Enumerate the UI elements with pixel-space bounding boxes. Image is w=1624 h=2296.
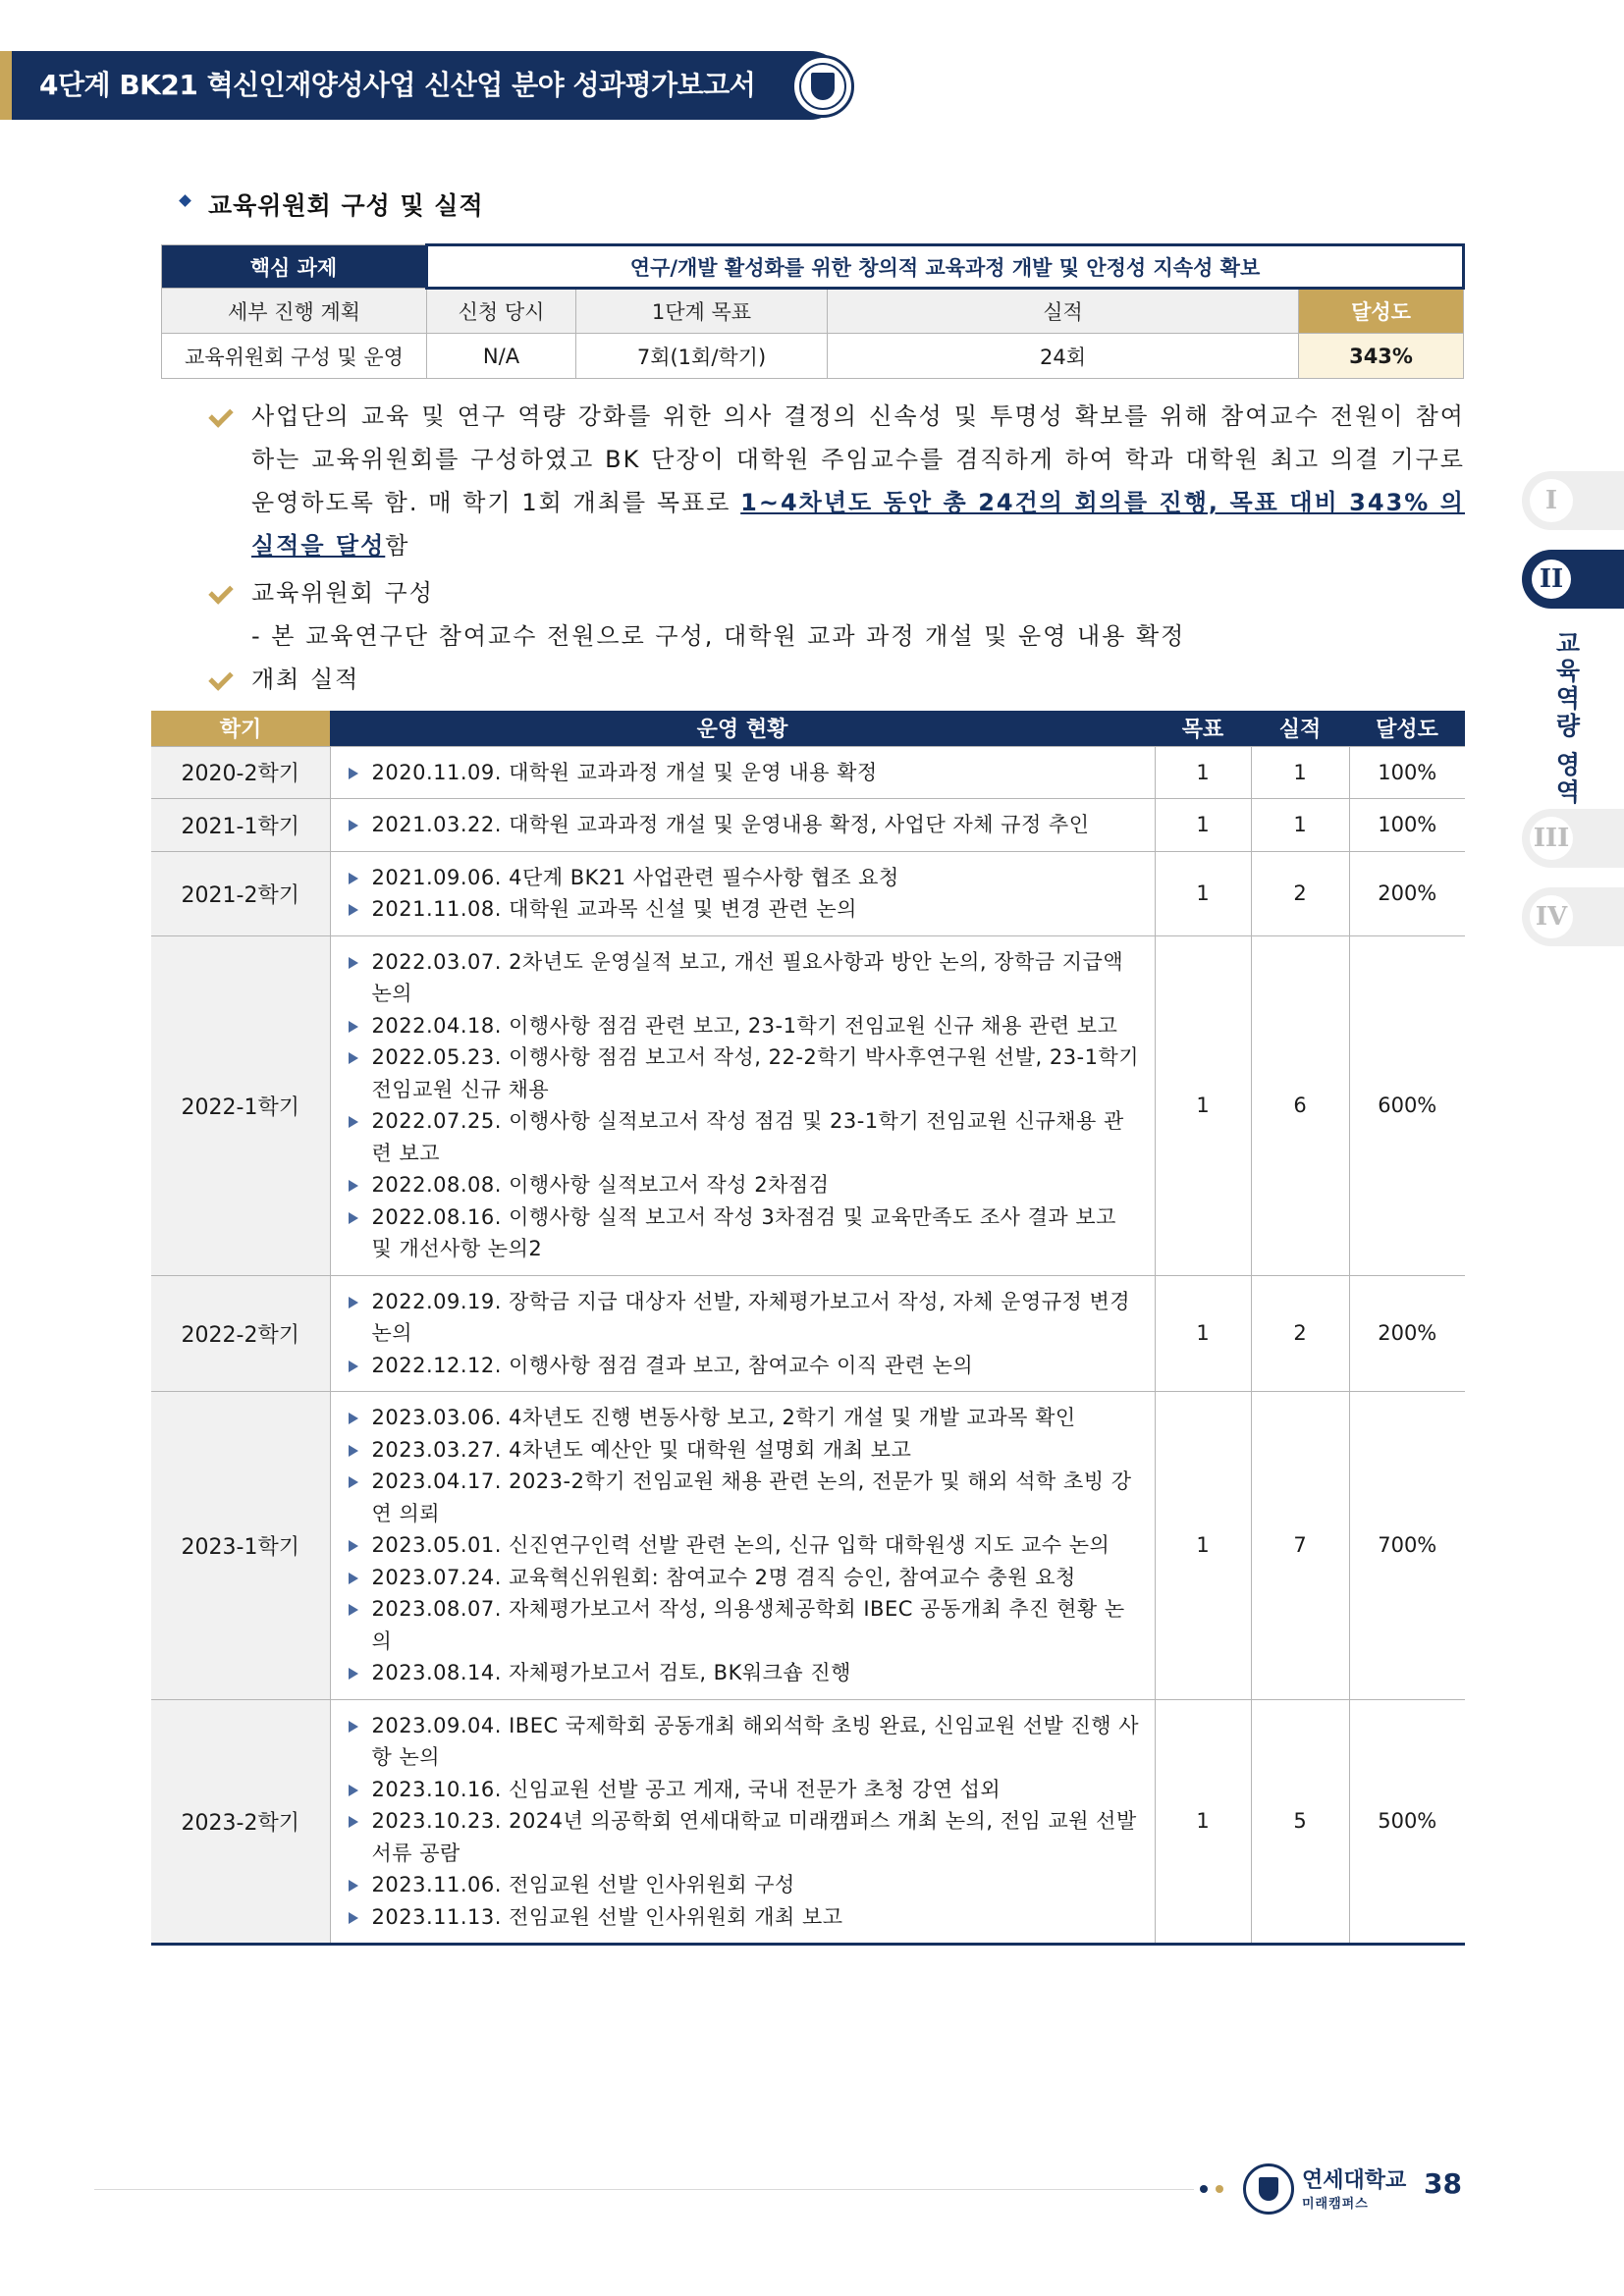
list-item: 2023.11.06. 전임교원 선발 인사위원회 구성 — [349, 1869, 1143, 1901]
section-title: 교육위원회 구성 및 실적 — [208, 191, 484, 220]
core-task-label: 핵심 과제 — [162, 245, 427, 289]
list-item: 2023.11.13. 전임교원 선발 인사위원회 개최 보고 — [349, 1901, 1143, 1934]
list-item: 2023.03.06. 4차년도 진행 변동사항 보고, 2학기 개설 및 개발 교과목 확인 — [349, 1402, 1143, 1434]
list-item: 2022.05.23. 이행사항 점검 보고서 작성, 22-2학기 박사후연구원 선발, 23-1학기 전임교원 신규 채용 — [349, 1041, 1143, 1105]
list-item: 2022.08.08. 이행사항 실적보고서 작성 2차점검 — [349, 1169, 1143, 1201]
committee-composition-detail: - 본 교육연구단 참여교수 전원으로 구성, 대학원 교과 과정 개설 및 운영 내용 확정 — [251, 622, 1186, 650]
side-tab-1[interactable] — [1522, 471, 1624, 530]
list-item: 2022.08.16. 이행사항 실적 보고서 작성 3차점검 및 교육만족도 조사 결과 보고 및 개선사항 논의2 — [349, 1201, 1143, 1265]
table-row — [151, 1699, 1465, 1945]
header-goal: 목표 — [1155, 711, 1251, 746]
checkmark-icon — [210, 666, 236, 691]
header-achievement: 달성도 — [1349, 711, 1465, 746]
status-cell — [330, 1699, 1155, 1945]
achievement-cell: 200% — [1349, 851, 1465, 935]
footer-divider — [94, 2189, 1194, 2190]
paragraph-overview — [251, 395, 1465, 567]
list-item: 2023.05.01. 신진연구인력 선발 관련 논의, 신규 입학 대학원생 지도 교수 논의 — [349, 1529, 1143, 1562]
header-status: 운영 현황 — [330, 711, 1155, 746]
semester-cell: 2021-2학기 — [151, 851, 330, 935]
footer-dot-icon — [1216, 2185, 1223, 2193]
side-tab-4[interactable] — [1522, 887, 1624, 946]
row-achievement: 343% — [1299, 334, 1464, 379]
list-item: 2020.11.09. 대학원 교과과정 개설 및 운영 내용 확정 — [349, 757, 1143, 789]
semester-cell: 2023-2학기 — [151, 1699, 330, 1945]
table-row — [151, 799, 1465, 852]
status-list — [331, 1392, 1155, 1699]
status-list — [331, 936, 1155, 1275]
status-cell — [330, 746, 1155, 799]
meeting-results-table — [151, 711, 1465, 1946]
list-item: 2021.03.22. 대학원 교과과정 개설 및 운영내용 확정, 사업단 자체 규정 추인 — [349, 809, 1143, 841]
header-title: 4단계 BK21 혁신인재양성사업 신산업 분야 성과평가보고서 — [39, 69, 756, 101]
semester-cell: 2022-1학기 — [151, 935, 330, 1275]
goal-cell: 1 — [1155, 799, 1251, 852]
result-cell: 7 — [1251, 1392, 1349, 1700]
list-item: 2022.03.07. 2차년도 운영실적 보고, 개선 필요사항과 방안 논의, 장학금 지급액 논의 — [349, 946, 1143, 1010]
goal-cell: 1 — [1155, 746, 1251, 799]
header-accent — [0, 51, 12, 120]
table-row — [151, 1275, 1465, 1392]
footer-university-seal-icon — [1243, 2163, 1294, 2215]
status-list — [331, 1700, 1155, 1944]
side-tab-numeral: II — [1530, 558, 1573, 601]
core-task-value: 연구/개발 활성화를 위한 창의적 교육과정 개발 및 안정성 지속성 확보 — [427, 245, 1464, 289]
achievement-cell: 500% — [1349, 1699, 1465, 1945]
list-item: 2023.10.16. 신임교원 선발 공고 게재, 국내 전문가 초청 강연 섭외 — [349, 1774, 1143, 1806]
footer-dot-icon — [1200, 2185, 1208, 2193]
header-result: 실적 — [1251, 711, 1349, 746]
goal-cell: 1 — [1155, 935, 1251, 1275]
footer-campus-name: 미래캠퍼스 — [1302, 2197, 1369, 2212]
list-item: 2023.07.24. 교육혁신위원회: 참여교수 2명 겸직 승인, 참여교수 충원 요청 — [349, 1562, 1143, 1594]
goal-cell: 1 — [1155, 851, 1251, 935]
status-cell — [330, 851, 1155, 935]
semester-cell: 2023-1학기 — [151, 1392, 330, 1700]
footer-university-name: 연세대학교 — [1302, 2168, 1407, 2193]
col-stage1-goal: 1단계 목표 — [576, 289, 828, 334]
list-item: 2021.11.08. 대학원 교과목 신설 및 변경 관련 논의 — [349, 893, 1143, 926]
checkmark-icon — [210, 402, 236, 428]
goal-cell: 1 — [1155, 1699, 1251, 1945]
result-cell: 6 — [1251, 935, 1349, 1275]
side-tab-numeral: IV — [1530, 895, 1573, 938]
status-list — [331, 747, 1155, 799]
status-list — [331, 1276, 1155, 1392]
result-cell: 2 — [1251, 1275, 1349, 1392]
committee-composition-title: 교육위원회 구성 — [251, 579, 434, 607]
university-seal-icon — [791, 55, 854, 118]
result-cell: 5 — [1251, 1699, 1349, 1945]
achievement-cell: 200% — [1349, 1275, 1465, 1392]
list-item: 2022.12.12. 이행사항 점검 결과 보고, 참여교수 이직 관련 논의 — [349, 1350, 1143, 1382]
col-at-apply: 신청 당시 — [427, 289, 576, 334]
meeting-results-title: 개최 실적 — [251, 666, 360, 693]
side-tab-2[interactable] — [1522, 550, 1624, 609]
goal-cell: 1 — [1155, 1392, 1251, 1700]
side-tab-numeral: III — [1530, 817, 1573, 860]
list-item: 2023.03.27. 4차년도 예산안 및 대학원 설명회 개최 보고 — [349, 1434, 1143, 1467]
checkmark-icon — [210, 579, 236, 605]
table-row — [151, 851, 1465, 935]
achievement-cell: 700% — [1349, 1392, 1465, 1700]
list-item: 2023.09.04. IBEC 국제학회 공동개최 해외석학 초빙 완료, 신임교원 선발 진행 사항 논의 — [349, 1710, 1143, 1774]
status-cell — [330, 1392, 1155, 1700]
side-tab-numeral: I — [1530, 479, 1573, 522]
paragraph-suffix: 함 — [385, 532, 410, 560]
table-row — [151, 935, 1465, 1275]
table-row — [151, 1392, 1465, 1700]
status-cell — [330, 935, 1155, 1275]
page-number: 38 — [1424, 2167, 1462, 2200]
col-achievement: 달성도 — [1299, 289, 1464, 334]
semester-cell: 2022-2학기 — [151, 1275, 330, 1392]
achievement-cell: 100% — [1349, 746, 1465, 799]
row-plan: 교육위원회 구성 및 운영 — [162, 334, 427, 379]
header-semester: 학기 — [151, 711, 330, 746]
col-result: 실적 — [828, 289, 1299, 334]
side-tab-3[interactable] — [1522, 809, 1624, 868]
list-item: 2023.04.17. 2023-2학기 전임교원 채용 관련 논의, 전문가 및 해외 석학 초빙 강연 의뢰 — [349, 1466, 1143, 1529]
row-at-apply: N/A — [427, 334, 576, 379]
row-result: 24회 — [828, 334, 1299, 379]
row-stage1-goal: 7회(1회/학기) — [576, 334, 828, 379]
summary-table — [161, 243, 1465, 379]
achievement-cell: 600% — [1349, 935, 1465, 1275]
list-item: 2021.09.06. 4단계 BK21 사업관련 필수사항 협조 요청 — [349, 862, 1143, 894]
status-list — [331, 799, 1155, 851]
side-section-label: 교육역량 영역 — [1552, 630, 1581, 807]
meeting-results-body — [151, 746, 1465, 1945]
achievement-cell: 100% — [1349, 799, 1465, 852]
list-item: 2022.07.25. 이행사항 실적보고서 작성 점검 및 23-1학기 전임교원 신규채용 관련 보고 — [349, 1105, 1143, 1169]
paragraph-highlight: 1~4차년도 동안 총 24건의 회의를 진행, 목표 대비 343% 의 실적을 달성 — [251, 489, 1465, 560]
semester-cell: 2020-2학기 — [151, 746, 330, 799]
list-item: 2022.09.19. 장학금 지급 대상자 선발, 자체평가보고서 작성, 자체 운영규정 변경 논의 — [349, 1286, 1143, 1350]
goal-cell: 1 — [1155, 1275, 1251, 1392]
list-item: 2023.08.14. 자체평가보고서 검토, BK워크숍 진행 — [349, 1657, 1143, 1689]
table-row — [151, 746, 1465, 799]
result-cell: 2 — [1251, 851, 1349, 935]
result-cell: 1 — [1251, 746, 1349, 799]
result-cell: 1 — [1251, 799, 1349, 852]
status-list — [331, 852, 1155, 935]
list-item: 2022.04.18. 이행사항 점검 관련 보고, 23-1학기 전임교원 신규 채용 관련 보고 — [349, 1010, 1143, 1042]
semester-cell: 2021-1학기 — [151, 799, 330, 852]
list-item: 2023.10.23. 2024년 의공학회 연세대학교 미래캠퍼스 개최 논의, 전임 교원 선발 서류 공람 — [349, 1805, 1143, 1869]
col-plan: 세부 진행 계획 — [162, 289, 427, 334]
paragraph-text: 사업단의 교육 및 연구 역량 강화를 위한 의사 결정의 신속성 및 투명성 확보를 위해 참여교수 전원이 참여하는 교육위원회를 구성하였고 BK 단장이 대학원 주임교수를 겸직하게 하여 학과 대학원 최고 의결 기구로 운영하도록 함. 매 학기 1회 개최를 목표로 — [251, 402, 1465, 516]
status-cell — [330, 799, 1155, 852]
list-item: 2023.08.07. 자체평가보고서 작성, 의용생체공학회 IBEC 공동개최 추진 현황 논의 — [349, 1593, 1143, 1657]
status-cell — [330, 1275, 1155, 1392]
